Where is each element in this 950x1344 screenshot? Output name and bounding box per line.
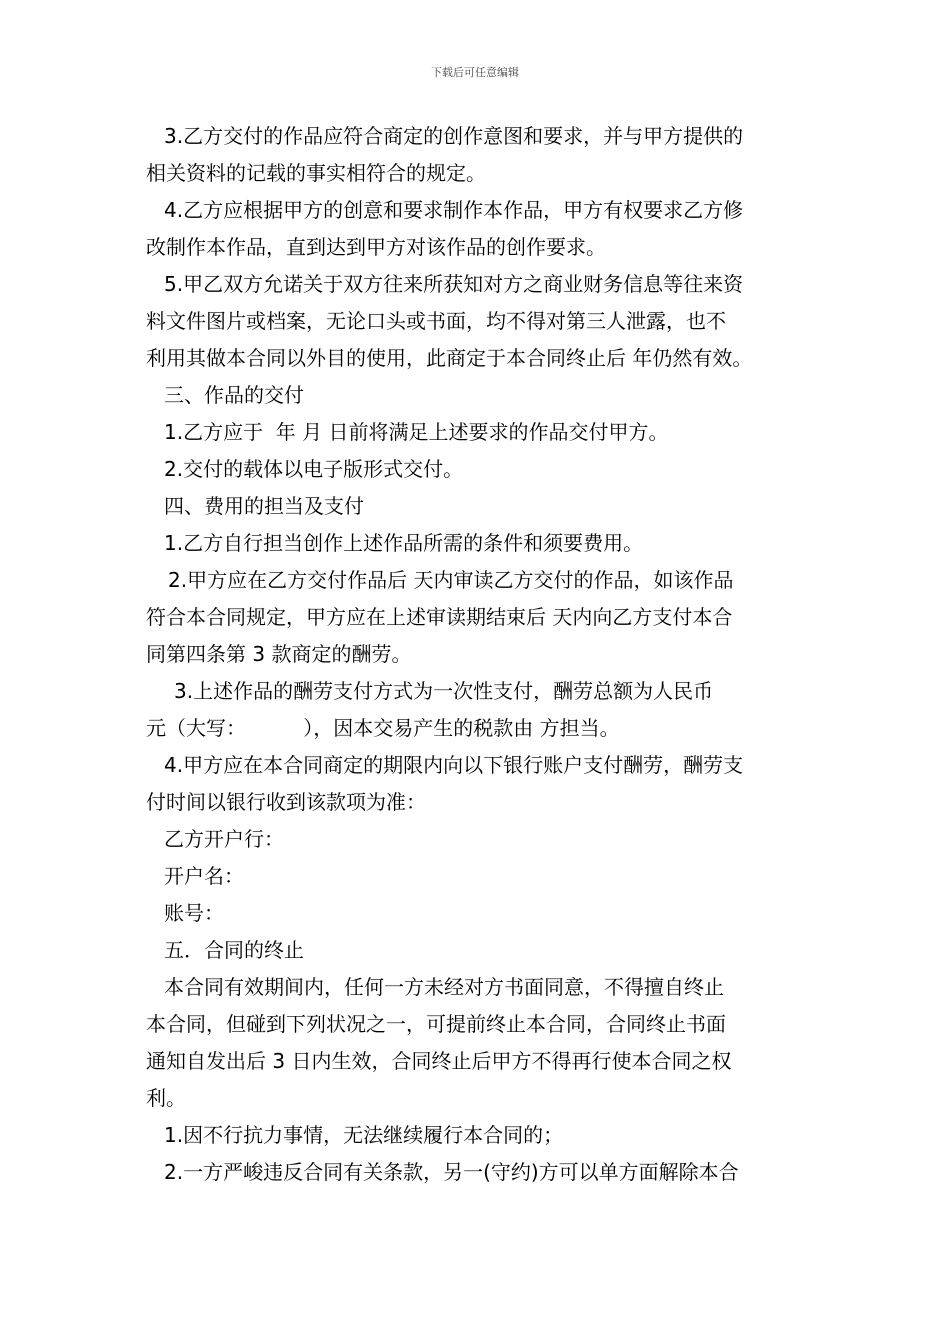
document-line: 元（大写： ），因本交易产生的税款由 方担当。 — [146, 716, 620, 740]
document-line: 利用其做本合同以外目的使用，此商定于本合同终止后 年仍然有效。 — [146, 346, 753, 370]
document-line: 改制作本作品，直到达到甲方对该作品的创作要求。 — [146, 235, 606, 259]
document-line: 账号： — [164, 901, 224, 925]
document-line: 乙方开户行： — [164, 827, 284, 851]
document-line: 开户名： — [164, 864, 244, 888]
document-line: 1.乙方应于 年 月 日前将满足上述要求的作品交付甲方。 — [164, 420, 669, 444]
document-line: 相关资料的记载的事实相符合的规定。 — [146, 161, 486, 185]
document-line: 利。 — [146, 1086, 186, 1110]
document-line: 三、作品的交付 — [164, 383, 304, 407]
document-line: 四、费用的担当及支付 — [164, 494, 364, 518]
document-line: 付时间以银行收到该款项为准： — [146, 790, 426, 814]
document-line: 本合同有效期间内，任何一方未经对方书面同意，不得擅自终止 — [164, 975, 724, 999]
document-line: 五．合同的终止 — [164, 938, 304, 962]
document-line: 1.乙方自行担当创作上述作品所需的条件和须要费用。 — [164, 531, 644, 555]
document-line: 2.一方严峻违反合同有关条款，另一(守约)方可以单方面解除本合 — [164, 1160, 739, 1184]
document-line: 3.上述作品的酬劳支付方式为一次性支付，酬劳总额为人民币 — [174, 679, 714, 703]
document-line: 5.甲乙双方允诺关于双方往来所获知对方之商业财务信息等往来资 — [164, 272, 744, 296]
document-line: 本合同，但碰到下列状况之一，可提前终止本合同，合同终止书面 — [146, 1012, 726, 1036]
document-line: 3.乙方交付的作品应符合商定的创作意图和要求，并与甲方提供的 — [164, 124, 744, 148]
document-line: 1.因不行抗力事情，无法继续履行本合同的； — [164, 1123, 564, 1147]
document-line: 2.交付的载体以电子版形式交付。 — [164, 457, 464, 481]
document-body — [146, 118, 814, 1191]
document-line: 4.乙方应根据甲方的创意和要求制作本作品，甲方有权要求乙方修 — [164, 198, 744, 222]
document-line: 2.甲方应在乙方交付作品后 天内审读乙方交付的作品，如该作品 — [168, 568, 734, 592]
document-line: 料文件图片或档案，无论口头或书面，均不得对第三人泄露，也不 — [146, 309, 726, 333]
document-line: 4.甲方应在本合同商定的期限内向以下银行账户支付酬劳，酬劳支 — [164, 753, 744, 777]
document-line: 通知自发出后 3 日内生效，合同终止后甲方不得再行使本合同之权 — [146, 1049, 732, 1073]
document-line: 同第四条第 3 款商定的酬劳。 — [146, 642, 412, 666]
document-line: 符合本合同规定，甲方应在上述审读期结束后 天内向乙方支付本合 — [146, 605, 733, 629]
page-header: 下载后可任意编辑 — [431, 66, 519, 79]
